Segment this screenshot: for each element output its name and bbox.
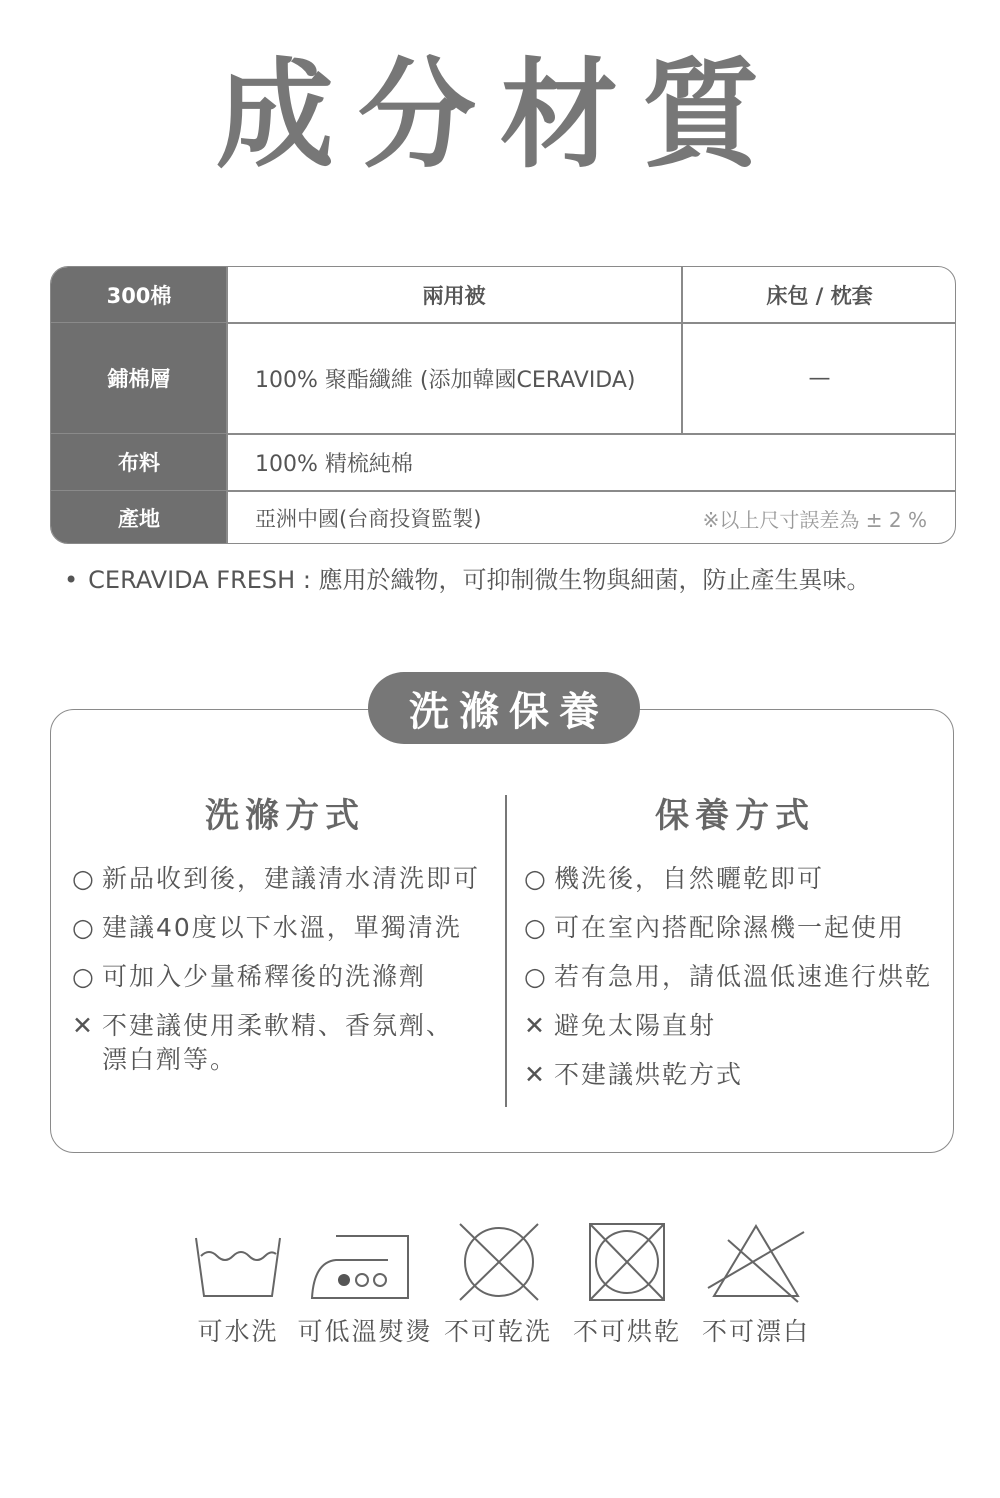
no-mark-icon: ✕ — [524, 1011, 547, 1040]
bullet: • — [64, 566, 79, 594]
list-item — [72, 911, 462, 945]
maintenance-method-title: 保養方式 — [655, 796, 815, 836]
size-tolerance-note: ※以上尺寸誤差為 ± 2 % — [702, 507, 927, 532]
washing-method-title: 洗滌方式 — [205, 796, 365, 836]
no-tumble-dry-label: 不可烘乾 — [572, 1317, 681, 1346]
column-header-duvet: 兩用被 — [422, 284, 486, 308]
list-item-text: 可在室內搭配除濕機一起使用 — [554, 913, 906, 942]
list-item-text: 新品收到後，建議清水清洗即可 — [102, 864, 481, 893]
list-item — [524, 960, 932, 994]
filling-sheet-value: — — [808, 366, 831, 391]
table-divider — [681, 267, 683, 434]
list-item-text: 不建議使用柔軟精、香氛劑、 — [102, 1011, 454, 1040]
fabric-value: 100% 精梳純棉 — [255, 452, 413, 477]
table-divider — [226, 267, 228, 544]
spec-table — [50, 266, 956, 544]
list-item-text: 不建議烘乾方式 — [554, 1060, 744, 1089]
list-item — [72, 960, 426, 994]
list-item-text: 建議40度以下水溫，單獨清洗 — [102, 913, 462, 942]
no-mark-icon: ✕ — [72, 1011, 95, 1040]
column-header-sheet-pillowcase: 床包 / 枕套 — [766, 284, 873, 308]
row-label-fabric: 布料 — [51, 434, 227, 491]
list-item-continuation: 漂白劑等。 — [102, 1045, 238, 1074]
page-title: 成分材質 — [215, 46, 784, 184]
list-item-text: 避免太陽直射 — [554, 1011, 717, 1040]
list-item — [72, 1009, 453, 1077]
no-mark-icon: ✕ — [524, 1060, 547, 1089]
ok-mark-icon: ○ — [524, 962, 548, 991]
ok-mark-icon: ○ — [524, 864, 548, 893]
care-section-title: 洗滌保養 — [368, 672, 640, 744]
low-iron-icon — [308, 1220, 412, 1304]
no-bleach-icon — [704, 1220, 808, 1304]
ok-mark-icon: ○ — [524, 913, 548, 942]
no-dry-clean-label: 不可乾洗 — [443, 1317, 552, 1346]
no-dry-clean-icon — [456, 1220, 542, 1304]
list-item-text: 可加入少量稀釋後的洗滌劑 — [102, 962, 427, 991]
washable-icon — [192, 1220, 284, 1304]
no-tumble-dry-icon — [584, 1220, 670, 1304]
ok-mark-icon: ○ — [72, 913, 96, 942]
ok-mark-icon: ○ — [72, 962, 96, 991]
list-item — [524, 1058, 743, 1092]
no-bleach-label: 不可漂白 — [701, 1317, 810, 1346]
origin-value: 亞洲中國(台商投資監製) — [255, 507, 482, 531]
filling-duvet-value: 100% 聚酯纖維 (添加韓國CERAVIDA) — [255, 368, 636, 393]
row-label-filling: 鋪棉層 — [51, 323, 227, 434]
table-corner-header: 300棉 — [51, 267, 227, 323]
column-divider — [505, 795, 507, 1107]
list-item — [72, 862, 480, 896]
table-divider — [227, 490, 955, 492]
washable-label: 可水洗 — [197, 1317, 279, 1346]
list-item — [524, 862, 824, 896]
list-item — [524, 911, 905, 945]
low-iron-label: 可低溫熨燙 — [297, 1317, 433, 1346]
feature-note — [64, 560, 871, 595]
row-label-origin: 產地 — [51, 491, 227, 544]
ok-mark-icon: ○ — [72, 864, 96, 893]
list-item-text: 若有急用，請低溫低速進行烘乾 — [554, 962, 933, 991]
table-divider — [227, 433, 955, 435]
list-item — [524, 1009, 716, 1043]
feature-note-text: CERAVIDA FRESH : 應用於織物，可抑制微生物與細菌，防止產生異味。 — [88, 566, 871, 594]
table-divider — [227, 322, 955, 324]
list-item-text: 機洗後，自然曬乾即可 — [554, 864, 825, 893]
